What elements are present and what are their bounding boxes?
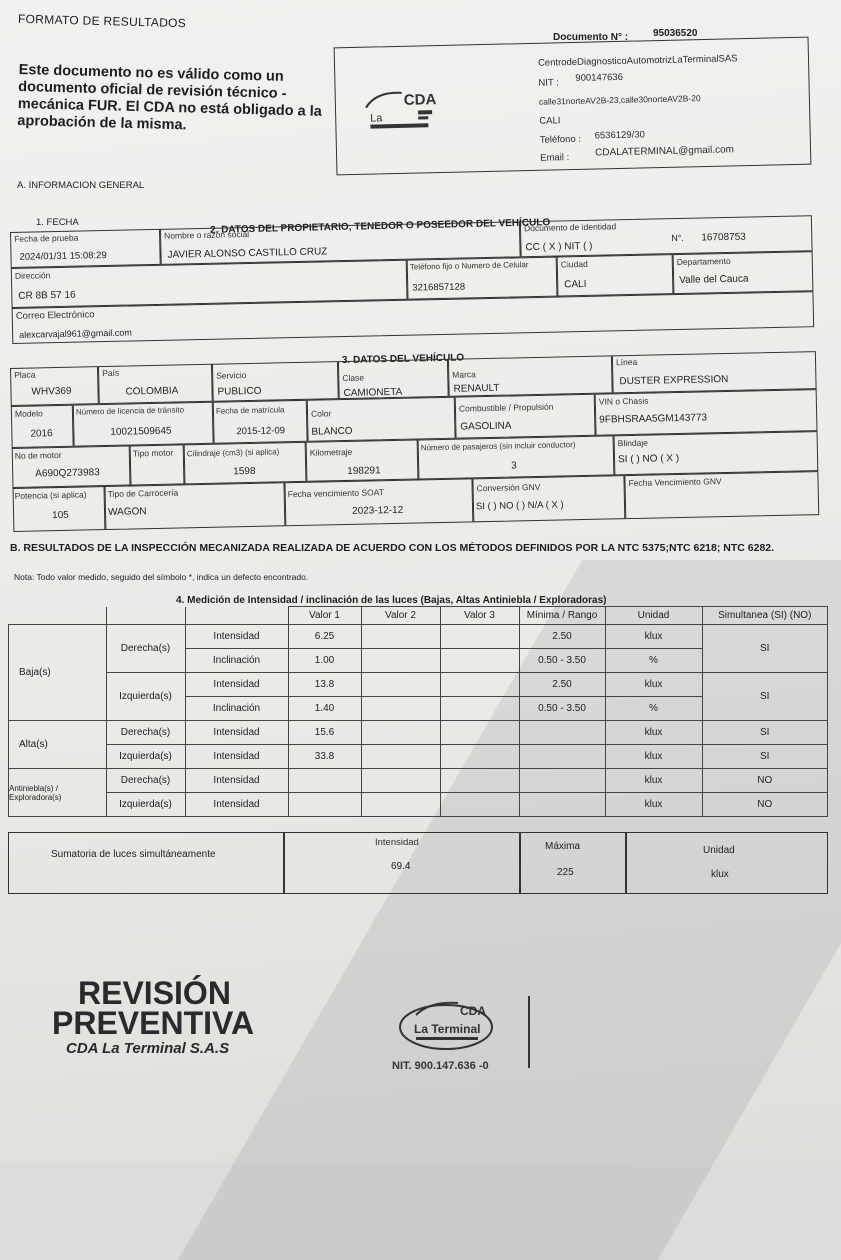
company-nit: 900147636 <box>575 71 624 84</box>
servicio-label: Servicio <box>216 370 247 381</box>
clase-value: CAMIONETA <box>343 386 403 400</box>
carroceria-label: Tipo de Carrocería <box>107 487 179 499</box>
placa-value: WHV369 <box>31 385 72 398</box>
departamento-label: Departamento <box>676 255 731 268</box>
potencia-value: 105 <box>51 509 69 522</box>
carroceria-value: WAGON <box>107 506 147 518</box>
correo-label: Correo Electrónico <box>15 309 95 322</box>
row-valor1: 33.8 <box>288 745 361 769</box>
company-city: CALI <box>539 115 561 127</box>
row-valor1: 13.8 <box>288 673 361 697</box>
vin-cell <box>595 389 818 436</box>
soat-label: Fecha vencimiento SOAT <box>287 487 385 500</box>
tipo-motor-cell <box>130 444 185 485</box>
clase-cell <box>338 359 449 399</box>
stamp-line2: PREVENTIVA <box>52 1005 255 1041</box>
marca-cell <box>448 355 613 396</box>
nombre-value: JAVIER ALONSO CASTILLO CRUZ <box>167 246 328 261</box>
side-alta-izq: Izquierda(s) <box>106 745 185 769</box>
pasajeros-cell <box>418 435 615 479</box>
carroceria-cell <box>104 482 285 530</box>
pais-cell <box>98 364 213 404</box>
stamp-divider <box>528 996 530 1068</box>
vin-value: 9FBHSRAA5GM143773 <box>599 412 708 426</box>
matricula-label: Fecha de matrícula <box>215 405 285 416</box>
table-row <box>9 625 828 649</box>
company-phone-label: Teléfono : <box>539 133 582 146</box>
row-rango: 0.50 - 3.50 <box>519 697 605 721</box>
maxima-value: 225 <box>557 867 574 878</box>
row-tipo: Intensidad <box>185 769 288 793</box>
color-label: Color <box>310 408 332 419</box>
gnv-venc-cell <box>624 471 819 519</box>
vin-label: VIN o Chasis <box>598 395 649 407</box>
fecha-value: 2024/01/31 15:08:29 <box>19 249 107 263</box>
row-valor1 <box>288 793 361 817</box>
company-nit-label: NIT : <box>538 77 560 89</box>
row-tipo: Intensidad <box>185 721 288 745</box>
unidad-cell <box>626 832 828 894</box>
row-tipo: Intensidad <box>185 625 288 649</box>
row-simultanea: SI <box>702 745 828 769</box>
documento-type: CC ( X ) NIT ( ) <box>525 240 593 254</box>
company-address: calle31norteAV2B-23,calle30norteAV2B-20 <box>538 93 701 107</box>
pasajeros-value: 3 <box>511 460 517 472</box>
telefono-cell <box>407 257 558 300</box>
row-simultanea: SI <box>702 721 828 745</box>
sumatoria-row <box>8 832 828 894</box>
direccion-value: CR 8B 57 16 <box>18 289 76 302</box>
linea-cell <box>612 351 817 393</box>
svg-text:CDA: CDA <box>460 1004 486 1018</box>
pasajeros-label: Número de pasajeros (sin incluir conductor) <box>420 440 576 453</box>
row-unidad: klux <box>605 721 702 745</box>
servicio-value: PUBLICO <box>217 385 262 398</box>
documento-cell <box>520 215 813 257</box>
company-phone: 6536129/30 <box>594 129 646 142</box>
clase-label: Clase <box>342 372 365 384</box>
blindaje-label: Blindaje <box>617 437 649 449</box>
ciudad-label: Ciudad <box>560 258 588 270</box>
side-alta-der: Derecha(s) <box>106 721 185 745</box>
row-unidad: klux <box>605 793 702 817</box>
stamp-line1: REVISIÓN <box>78 975 231 1011</box>
nombre-label: Nombre o razón social <box>164 228 250 241</box>
row-tipo: Inclinación <box>185 697 288 721</box>
maxima-cell <box>520 832 626 894</box>
linea-label: Línea <box>615 356 638 368</box>
ciudad-value: CALI <box>564 278 587 291</box>
stamp-revision <box>52 975 255 1041</box>
hdr-unidad: Unidad <box>605 607 702 625</box>
motor-label: No de motor <box>14 449 62 461</box>
ciudad-cell <box>557 254 674 296</box>
row-valor1: 6.25 <box>288 625 361 649</box>
maxima-label: Máxima <box>545 841 581 852</box>
group-antiniebla: Antiniebla(s) / Exploradora(s) <box>9 769 107 817</box>
row-unidad: klux <box>605 769 702 793</box>
row-simultanea: NO <box>702 769 828 793</box>
company-email-label: Email : <box>540 152 570 164</box>
placa-label: Placa <box>14 369 36 380</box>
row-tipo: Intensidad <box>185 793 288 817</box>
gnv-value: SI ( ) NO ( ) N/A ( X ) <box>475 499 564 513</box>
row-unidad: % <box>605 697 702 721</box>
hdr-valor2: Valor 2 <box>361 607 440 625</box>
hdr-valor3: Valor 3 <box>440 607 519 625</box>
departamento-value: Valle del Cauca <box>679 273 749 286</box>
blindaje-value: SI ( ) NO ( X ) <box>617 453 680 466</box>
cilindraje-cell <box>184 442 307 485</box>
side-anti-der: Derecha(s) <box>106 769 185 793</box>
pais-label: País <box>102 367 120 379</box>
table-row <box>9 793 828 817</box>
svg-text:La Terminal: La Terminal <box>414 1022 481 1036</box>
row-rango: 2.50 <box>519 673 605 697</box>
row-tipo: Intensidad <box>185 673 288 697</box>
departamento-cell <box>673 251 814 294</box>
intensidad-cell <box>284 832 520 894</box>
placa-cell <box>10 366 99 406</box>
row-valor1: 1.40 <box>288 697 361 721</box>
potencia-label: Potencia (si aplica) <box>14 489 87 501</box>
row-rango: 0.50 - 3.50 <box>519 649 605 673</box>
motor-value: A690Q273983 <box>35 467 100 480</box>
row-simultanea: SI <box>702 625 828 673</box>
side-baja-der: Derecha(s) <box>106 625 185 673</box>
company-header-box <box>334 37 812 176</box>
row-valor1 <box>288 769 361 793</box>
row-unidad: klux <box>605 745 702 769</box>
licencia-cell <box>73 402 214 447</box>
unidad-value: klux <box>711 869 729 880</box>
table-row <box>9 673 828 697</box>
svg-text:La: La <box>370 112 383 125</box>
linea-value: DUSTER EXPRESSION <box>619 373 729 388</box>
cda-logo-icon <box>357 84 438 132</box>
km-cell <box>306 439 419 481</box>
documento-no-label: N°. <box>671 232 684 244</box>
fecha-cell <box>10 229 161 268</box>
section-b-title: B. RESULTADOS DE LA INSPECCIÓN MECANIZADA REALIZADA DE ACUERDO CON LOS MÉTODOS DEFINIDOS POR LA NTC 5375;NTC 6218; NTC 6282. <box>10 542 775 554</box>
modelo-value: 2016 <box>30 428 53 440</box>
modelo-label: Modelo <box>14 408 43 419</box>
tipo-motor-label: Tipo motor <box>132 447 174 459</box>
licencia-value: 10021509645 <box>110 425 172 438</box>
soat-value: 2023-12-12 <box>351 504 404 517</box>
table-row <box>9 745 828 769</box>
intensidad-value: 69.4 <box>391 861 411 872</box>
row-unidad: klux <box>605 625 702 649</box>
pais-value: COLOMBIA <box>125 385 179 398</box>
document-title: FORMATO DE RESULTADOS <box>17 11 187 31</box>
doc-number-label: Documento N° : <box>553 32 629 43</box>
luces-title: 4. Medición de Intensidad / inclinación de las luces (Bajas, Altas Antiniebla / Exploradoras) <box>176 595 607 606</box>
marca-value: RENAULT <box>453 382 500 395</box>
soat-cell <box>284 478 473 526</box>
sumatoria-label-cell <box>8 832 284 894</box>
documento-label: Documento de identidad <box>523 221 617 234</box>
fecha-section-title: 1. FECHA <box>36 217 79 228</box>
stamp-nit: NIT. 900.147.636 -0 <box>392 1060 489 1072</box>
correo-value: alexcarvajal961@gmail.com <box>19 327 132 340</box>
combustible-cell <box>455 394 596 439</box>
modelo-cell <box>11 405 74 448</box>
cilindraje-value: 1598 <box>233 465 256 478</box>
intensidad-label: Intensidad <box>375 837 419 848</box>
vehiculo-section-title: 3. DATOS DEL VEHÍCULO <box>341 352 465 367</box>
side-baja-izq: Izquierda(s) <box>106 673 185 721</box>
company-name: CentrodeDiagnosticoAutomotrizLaTerminalSAS <box>537 53 738 69</box>
row-simultanea: SI <box>702 673 828 721</box>
cilindraje-label: Cilindraje (cm3) (si aplica) <box>186 447 280 459</box>
vehicle-table <box>10 351 819 532</box>
hdr-valor1: Valor 1 <box>288 607 361 625</box>
doc-number: 95036520 <box>653 28 698 39</box>
row-tipo: Intensidad <box>185 745 288 769</box>
km-value: 198291 <box>347 465 381 477</box>
combustible-value: GASOLINA <box>460 420 512 433</box>
km-label: Kilometraje <box>309 446 353 458</box>
disclaimer-text: Este documento no es válido como un documento oficial de revisión técnico - mecánica FUR. El CDA no está obligado a la aprobación de la misma. <box>17 61 322 134</box>
side-anti-izq: Izquierda(s) <box>106 793 185 817</box>
combustible-label: Combustible / Propulsión <box>458 401 554 414</box>
matricula-value: 2015-12-09 <box>236 425 286 438</box>
table-row <box>9 721 828 745</box>
matricula-cell <box>213 400 308 444</box>
row-valor1: 1.00 <box>288 649 361 673</box>
potencia-cell <box>13 486 106 532</box>
gnv-label: Conversión GNV <box>476 481 541 494</box>
marca-label: Marca <box>452 369 476 380</box>
direccion-label: Dirección <box>14 270 51 281</box>
company-email: CDALATERMINAL@gmail.com <box>594 144 735 159</box>
svg-text:CDA: CDA <box>403 91 437 109</box>
unidad-label: Unidad <box>703 845 735 856</box>
stamp-line3: CDA La Terminal S.A.S <box>66 1040 230 1057</box>
documento-no: 16708753 <box>701 231 746 244</box>
gnv-cell <box>472 475 625 522</box>
row-rango: 2.50 <box>519 625 605 649</box>
nota-text: Nota: Todo valor medido, seguido del símbolo *, indica un defecto encontrado. <box>14 572 309 582</box>
color-cell <box>307 397 456 442</box>
row-unidad: klux <box>605 673 702 697</box>
motor-cell <box>12 446 131 488</box>
hdr-minima: Mínima / Rango <box>519 607 605 625</box>
telefono-label: Teléfono fijo o Numero de Celular <box>409 260 529 272</box>
sumatoria-label: Sumatoria de luces simultáneamente <box>51 849 216 860</box>
lights-table <box>8 606 828 817</box>
color-value: BLANCO <box>311 425 353 438</box>
row-simultanea: NO <box>702 793 828 817</box>
row-valor1: 15.6 <box>288 721 361 745</box>
row-unidad: % <box>605 649 702 673</box>
owner-table <box>10 215 814 344</box>
group-baja: Baja(s) <box>9 625 107 721</box>
section-a-title: A. INFORMACION GENERAL <box>17 180 145 191</box>
licencia-label: Número de licencia de tránsito <box>75 405 185 417</box>
servicio-cell <box>212 361 339 402</box>
gnv-venc-label: Fecha Vencimiento GNV <box>628 476 722 489</box>
table-row <box>9 769 828 793</box>
cda-seal-icon <box>396 993 498 1053</box>
blindaje-cell <box>614 431 819 475</box>
fecha-label: Fecha de prueba <box>14 232 79 244</box>
group-alta: Alta(s) <box>9 721 107 769</box>
telefono-value: 3216857128 <box>412 281 466 294</box>
propietario-section-title: 2. DATOS DEL PROPIETARIO, TENEDOR O POSEEDOR DEL VEHÍCULO <box>209 217 551 236</box>
hdr-simultanea: Simultanea (SI) (NO) <box>702 607 828 625</box>
row-tipo: Inclinación <box>185 649 288 673</box>
